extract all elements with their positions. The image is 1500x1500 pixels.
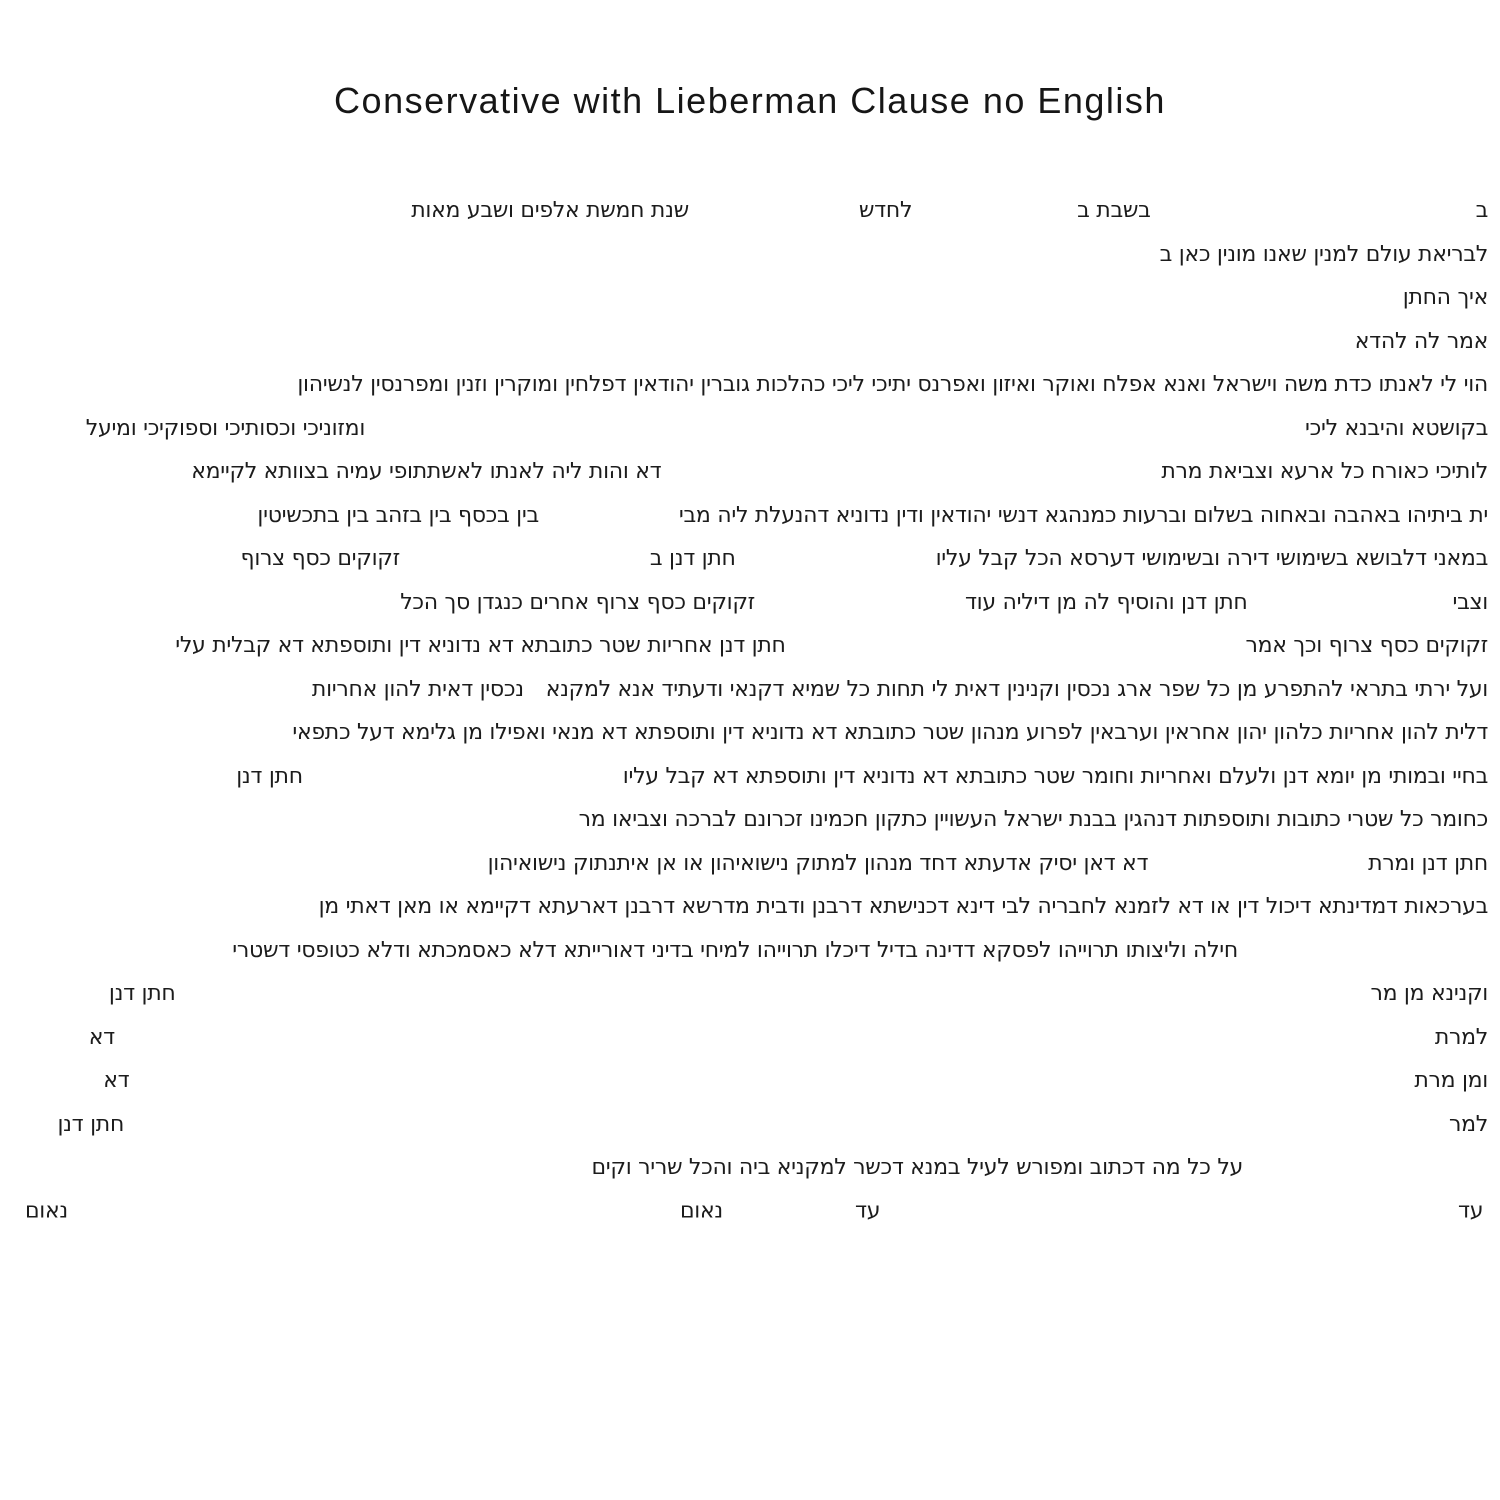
- text-segment: על כל מה דכתוב ומפורש לעיל במנא דכשר למקניא ביה והכל שריר וקים: [591, 1155, 1243, 1181]
- addition-line: [20, 581, 1488, 625]
- date-line: [20, 189, 1488, 233]
- blank-field: [1243, 1167, 1488, 1168]
- text-segment: דלית להון אחריות כלהון יהון אחראין וערבאין לפרוע מנהון שטר כתובתא דא נדוניא דין ותוספתא דא מנאי ואפילו מן גלימא דעל כתפאי: [292, 720, 1488, 746]
- text-segment: בערכאות דמדינתא דיכול דין או דא לזמנא לחבריה לבי דינא דכנישתא דרבנן ודבית מדרשא דרבנן דארעתא דקיימא או מאן דאתי מן: [318, 894, 1488, 920]
- signature-token: עד: [855, 1198, 881, 1224]
- signature-line: [20, 1190, 1488, 1234]
- kinyan-to-bride-line: [20, 1016, 1488, 1060]
- blank-field: [115, 1037, 1435, 1038]
- blank-field: [661, 471, 1161, 472]
- text-segment: חתן דנן אחריות שטר כתובתא דא נדוניא דין ותוספתא דא קבלית עלי: [175, 633, 786, 659]
- text-segment: במאני דלבושא בשימושי דירה ובשימושי דערסא הכל קבל עליו: [935, 546, 1488, 572]
- signature-token: נאום: [25, 1198, 68, 1224]
- support-line: [20, 407, 1488, 451]
- kinyan-groom-line: [20, 972, 1488, 1016]
- text-segment: ומן מרת: [1414, 1068, 1488, 1094]
- total-surety-line: [20, 624, 1488, 668]
- text-segment: דא והות ליה לאנתו לאשתתופי עמיה בצוותא לקיימא: [191, 459, 662, 485]
- text-segment: בחיי ובמותי מן יומא דנן ולעלם ואחריות וחומר שטר כתובתא דא נדוניא דין ותוספתא דא קבל עליו: [622, 763, 1488, 789]
- text-segment: הוי לי לאנתו כדת משה וישראל ואנא אפלח ואוקר ואיזון ואפרנס יתיכי ליכי כהלכות גוברין יהודאין דפלחין ומוקרין וזנין ומפרנסין לנשיהון: [297, 372, 1488, 398]
- stringency-line: [20, 798, 1488, 842]
- blank-field: [1148, 863, 1368, 864]
- text-segment: וצבי: [1452, 589, 1488, 615]
- creation-place-line: [20, 233, 1488, 277]
- text-segment: אמר לה להדא: [1354, 328, 1488, 354]
- text-segment: ומזוניכי וכסותיכי וספוקיכי ומיעל: [85, 415, 366, 441]
- blank-field: [736, 558, 936, 559]
- text-segment: בשבת ב: [1077, 198, 1151, 224]
- betrothal-line: [20, 363, 1488, 407]
- closing-line: [20, 1146, 1488, 1190]
- kinyan-bride-line: [20, 1059, 1488, 1103]
- text-segment: דא דאן יסיק אדעתא דחד מנהון למתוק נישואיהון או אן איתנתוק נישואיהון: [487, 850, 1149, 876]
- text-segment: למר: [1449, 1111, 1488, 1137]
- text-segment: זקוקים כסף צרוף אחרים כנגדן סך הכל: [400, 589, 755, 615]
- signature-token: נאום: [680, 1198, 723, 1224]
- text-segment: חתן דנן: [236, 763, 303, 789]
- text-segment: חתן דנן והוסיף לה מן דיליה עוד: [964, 589, 1248, 615]
- guarantee-line: [20, 711, 1488, 755]
- text-segment: בין בכסף בין בזהב בין בתכשיטין: [257, 502, 539, 528]
- text-segment: שנת חמשת אלפים ושבע מאות: [411, 198, 689, 224]
- groom-intro-line: [20, 276, 1488, 320]
- said-to-bride-line: [20, 320, 1488, 364]
- text-segment: ועל ירתי בתראי להתפרע מן כל שפר ארג נכסין וקנינין דאית לי תחות כל שמיא דקנאי ודעתיד אנא למקנא: [545, 676, 1488, 702]
- text-segment: לותיכי כאורח כל ארעא וצביאת מרת: [1161, 459, 1488, 485]
- text-segment: זקוקים כסף צרוף וכך אמר: [1245, 633, 1488, 659]
- dowry-acceptance-line: [20, 537, 1488, 581]
- text-segment: ב: [1475, 198, 1488, 224]
- text-segment: חילה וליצותו תרוייהו לפסקא דדינה בדיל דיכלו תרוייהו למיחי בדיני דאורייתא דלא כאסמכתא ודלא כטופסי דשטרי: [232, 937, 1238, 963]
- text-segment: חתן דנן: [108, 981, 176, 1007]
- text-segment: למרת: [1434, 1024, 1488, 1050]
- text-segment: חתן דנן ומרת: [1368, 850, 1488, 876]
- page-title: Conservative with Lieberman Clause no English: [334, 80, 1166, 121]
- blank-field: [1238, 950, 1488, 951]
- text-segment: בקושטא והיבנא ליכי: [1305, 415, 1488, 441]
- lifetime-obligation-line: [20, 755, 1488, 799]
- blank-field: [689, 210, 859, 211]
- text-segment: לחדש: [858, 198, 913, 224]
- lieberman-clause-line-3: [20, 929, 1488, 973]
- text-segment: חתן דנן: [57, 1111, 125, 1137]
- text-segment: זקוקים כסף צרוף: [240, 546, 400, 572]
- text-segment: וקנינא מן מר: [1370, 981, 1488, 1007]
- lieberman-clause-line-1: [20, 842, 1488, 886]
- blank-field: [129, 1080, 1414, 1081]
- household-dowry-line: [20, 494, 1488, 538]
- heirs-property-line: [20, 668, 1488, 712]
- kinyan-to-groom-line: [20, 1103, 1488, 1147]
- blank-field: [303, 776, 623, 777]
- text-segment: דא: [88, 1024, 115, 1050]
- blank-field: [539, 515, 679, 516]
- lieberman-clause-line-2: [20, 885, 1488, 929]
- blank-field: [755, 602, 965, 603]
- blank-field: [124, 1124, 1449, 1125]
- blank-field: [365, 428, 1305, 429]
- text-segment: לבריאת עולם למנין שאנו מונין כאן ב: [1159, 241, 1488, 267]
- text-segment: חתן דנן ב: [649, 546, 736, 572]
- blank-field: [400, 558, 650, 559]
- ketubah-body: [20, 189, 1488, 1233]
- blank-field: [786, 645, 1246, 646]
- bride-consent-line: [20, 450, 1488, 494]
- signature-token: עד: [1458, 1198, 1484, 1224]
- blank-field: [912, 210, 1077, 211]
- text-segment: איך החתן: [1402, 285, 1488, 311]
- blank-field: [524, 689, 546, 690]
- text-segment: דא: [103, 1068, 130, 1094]
- blank-field: [1151, 210, 1476, 211]
- text-segment: כחומר כל שטרי כתובות ותוספתות דנהגין בבנת ישראל העשויין כתקון חכמינו זכרונם לברכה וצביאו מר: [578, 807, 1488, 833]
- blank-field: [1248, 602, 1453, 603]
- text-segment: נכסין דאית להון אחריות: [311, 676, 524, 702]
- blank-field: [175, 993, 1370, 994]
- text-segment: ית ביתיהו באהבה ובאחוה בשלום וברעות כמנהגא דנשי יהודאין ודין נדוניא דהנעלת ליה מבי: [678, 502, 1488, 528]
